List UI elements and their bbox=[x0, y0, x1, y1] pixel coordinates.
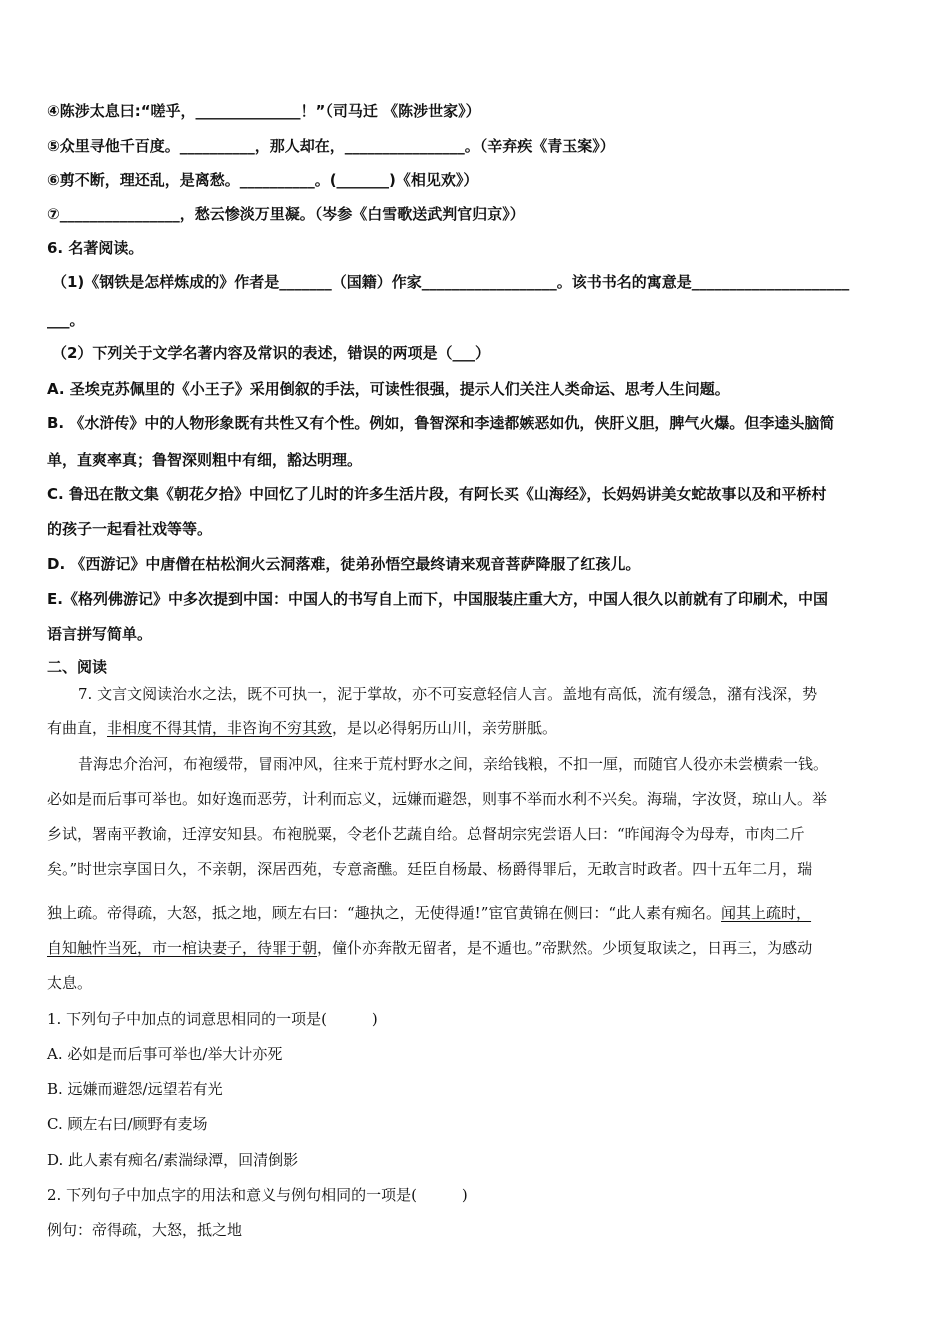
question-1-option-a: A. 必如是而后事可举也/举大计亦死 bbox=[47, 1045, 283, 1063]
question-1-stem: 1. 下列句子中加点的词意思相同的一项是( ) bbox=[47, 1010, 378, 1028]
underlined-sentence: 自知触忤当死，市一棺诀妻子，待罪于朝 bbox=[47, 939, 318, 957]
option-e-line2: 语言拼写简单。 bbox=[47, 625, 153, 643]
passage-line: 必如是而后事可举也。如好逸而恶劳，计利而忘义，远嫌而避怨，则事不举而水利不兴矣。海瑞，字汝贤，琼山人。举 bbox=[47, 790, 828, 808]
passage-text: ，僮仆亦奔散无留者，是不遁也。”帝默然。少顷复取读之，日再三，为感动 bbox=[317, 939, 813, 957]
question-6-part1-cont: ___。 bbox=[47, 311, 85, 329]
question-6-part2: （2）下列关于文学名著内容及常识的表述，错误的两项是（___） bbox=[52, 344, 490, 362]
option-d: D. 《西游记》中唐僧在枯松涧火云洞落难，徒弟孙悟空最终请来观音菩萨降服了红孩儿。 bbox=[47, 555, 641, 573]
question-6-part1: （1)《钢铁是怎样炼成的》作者是_______（国籍）作家__________________。该书书名的寓意是_____________________ bbox=[52, 273, 850, 291]
option-b-line2: 单，直爽率真；鲁智深则粗中有细，豁达明理。 bbox=[47, 451, 363, 469]
passage-line: 乡试，署南平教谕，迁淳安知县。布袍脱粟，令老仆艺蔬自给。总督胡宗宪尝语人曰：“昨闻海令为母寿，市肉二斤 bbox=[47, 825, 805, 843]
option-b-line1: B. 《水浒传》中的人物形象既有共性又有个性。例如，鲁智深和李逵都嫉恶如仇，侠肝义胆，脾气火爆。但李逵头脑简 bbox=[47, 414, 835, 432]
passage-line: 昔海忠介治河，布袍缓带，冒雨冲风，往来于荒村野水之间，亲给钱粮，不扣一厘，而随官人役亦未尝横索一钱。 bbox=[78, 755, 829, 773]
underlined-sentence: 非相度不得其情，非咨询不穷其致 bbox=[107, 719, 333, 737]
option-c-line1: C. 鲁迅在散文集《朝花夕拾》中回忆了儿时的许多生活片段，有阿长买《山海经》，长妈妈讲美女蛇故事以及和平桥村 bbox=[47, 485, 827, 503]
passage-line bbox=[47, 906, 811, 921]
poem-line-6: ⑥剪不断，理还乱，是离愁。__________。(_______)《相见欢》） bbox=[47, 171, 479, 189]
passage-line: 矣。”时世宗享国日久，不亲朝，深居西苑，专意斋醮。廷臣自杨最、杨爵得罪后，无敢言时政者。四十五年二月，瑞 bbox=[47, 860, 813, 878]
question-1-option-d: D. 此人素有痴名/素湍绿潭，回清倒影 bbox=[47, 1151, 299, 1169]
passage-text: 独上疏。帝得疏，大怒，抵之地，顾左右曰：“趣执之，无使得遁!”宦官黄锦在侧曰：“此人素有痴名。 bbox=[47, 904, 722, 922]
option-a: A. 圣埃克苏佩里的《小王子》采用倒叙的手法，可读性很强，提示人们关注人类命运、思考人生问题。 bbox=[47, 380, 730, 398]
question-2-example: 例句：帝得疏，大怒，抵之地 bbox=[47, 1221, 243, 1239]
passage-line: 太息。 bbox=[47, 974, 93, 992]
question-2-stem: 2. 下列句子中加点字的用法和意义与例句相同的一项是( ) bbox=[47, 1186, 468, 1204]
poem-line-4: ④陈涉太息曰:“嗟乎，______________！”（司马迁 《陈涉世家》） bbox=[47, 102, 481, 120]
poem-line-7: ⑦________________，愁云惨淡万里凝。（岑参《白雪歌送武判官归京》） bbox=[47, 205, 525, 223]
poem-line-5: ⑤众里寻他千百度。__________，那人却在，________________。（辛弃疾《青玉案》） bbox=[47, 137, 615, 155]
passage-line bbox=[47, 941, 812, 956]
question-6-title: 6. 名著阅读。 bbox=[47, 239, 144, 257]
passage-text: 有曲直， bbox=[47, 719, 108, 737]
passage-line: 7. 文言文阅读治水之法，既不可执一，泥于掌故，亦不可妄意轻信人言。盖地有高低，流有缓急，潴有浅深，势 bbox=[78, 685, 818, 703]
passage-line bbox=[47, 721, 557, 736]
question-1-option-c: C. 顾左右曰/顾野有麦场 bbox=[47, 1115, 208, 1133]
option-e-line1: E.《格列佛游记》中多次提到中国：中国人的书写自上而下，中国服装庄重大方，中国人很久以前就有了印刷术，中国 bbox=[47, 590, 828, 608]
passage-text: ，是以必得躬历山川，亲劳胼胝。 bbox=[332, 719, 558, 737]
question-1-option-b: B. 远嫌而避怨/远望若有光 bbox=[47, 1080, 223, 1098]
underlined-sentence: 闻其上疏时， bbox=[721, 904, 812, 922]
section-heading-reading: 二、阅读 bbox=[47, 658, 108, 676]
option-c-line2: 的孩子一起看社戏等等。 bbox=[47, 520, 213, 538]
